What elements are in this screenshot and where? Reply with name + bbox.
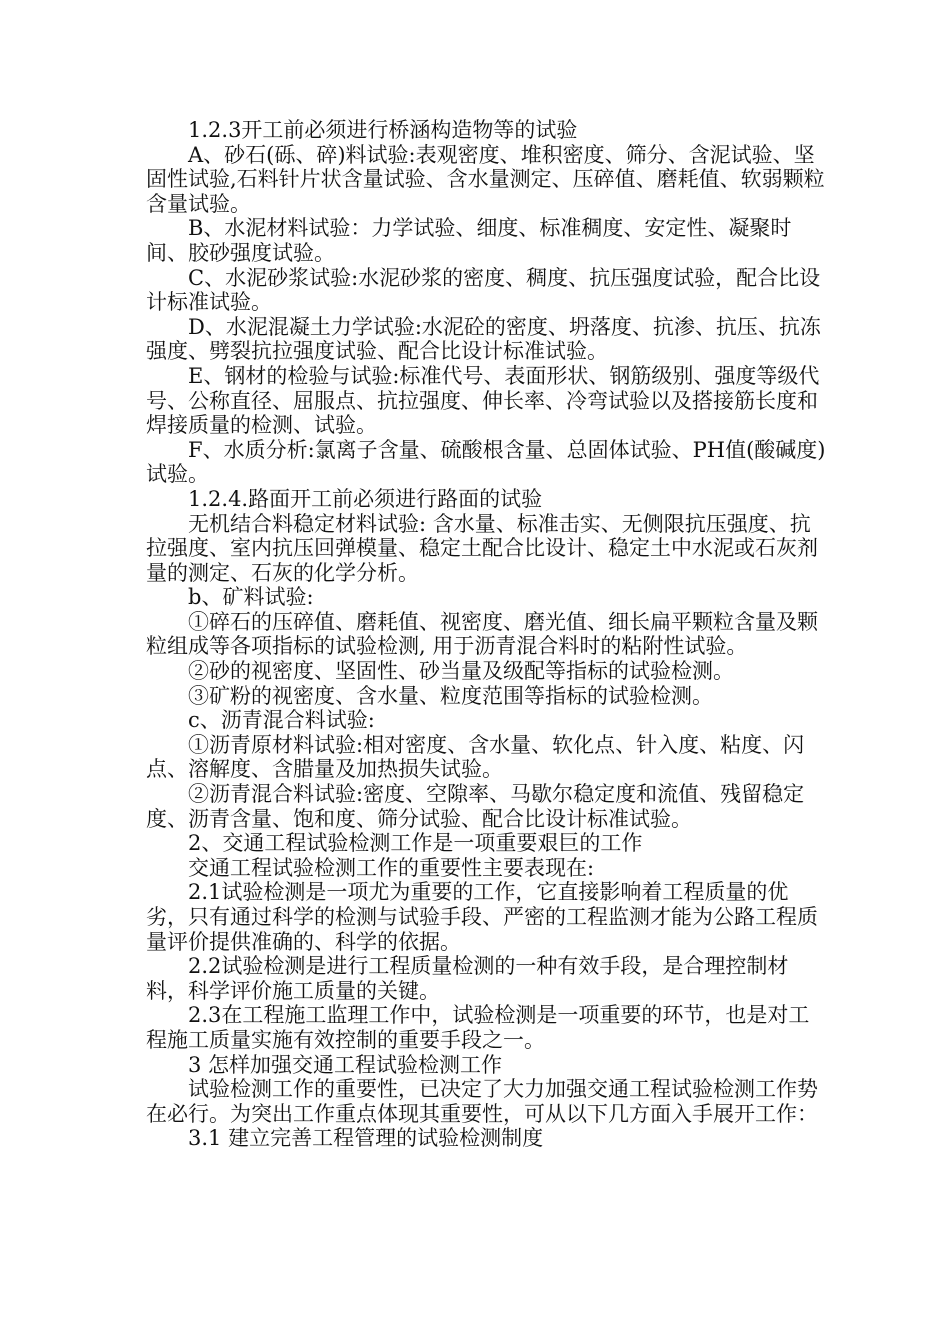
paragraph-e-steel-tests: E、钢材的检验与试验:标准代号、表面形状、钢筋级别、强度等级代号、公称直径、屈服点、抗拉强度、伸长率、冷弯试验以及搭接筋长度和焊接质量的检测、试验。 xyxy=(146,363,820,438)
subheading-b-mineral-tests: b、矿料试验: xyxy=(188,585,314,610)
list-item-crushed-stone: ①碎石的压碎值、磨耗值、视密度、磨光值、细长扁平颗粒含量及颗粒组成等各项指标的试验检测, 用于沥青混合料时的粘附性试验。 xyxy=(146,609,818,659)
paragraph-c-mortar-tests: C、水泥砂浆试验:水泥砂浆的密度、稠度、抗压强度试验，配合比设计标准试验。 xyxy=(146,265,821,315)
paragraph-binder-tests: 无机结合料稳定材料试验: 含水量、标准击实、无侧限抗压强度、抗拉强度、室内抗压回弹模量、稳定土配合比设计、稳定土中水泥或石灰剂量的测定、石灰的化学分析。 xyxy=(146,511,818,585)
heading-section-3: 3 怎样加强交通工程试验检测工作 xyxy=(188,1052,503,1077)
paragraph-2-3: 2.3在工程施工监理工作中，试验检测是一项重要的环节，也是对工程施工质量实施有效控制的重要手段之一。 xyxy=(146,1003,810,1052)
paragraph-f-water-analysis: F、水质分析:氯离子含量、硫酸根含量、总固体试验、PH值(酸碱度)试验。 xyxy=(146,437,826,487)
paragraph-2-1: 2.1试验检测是一项尤为重要的工作，它直接影响着工程质量的优劣，只有通过科学的检测与试验手段、严密的工程监测才能为公路工程质量评价提供准确的、科学的依据。 xyxy=(146,880,818,954)
paragraph-section-3-intro: 试验检测工作的重要性，已决定了大力加强交通工程试验检测工作势在必行。为突出工作重点体现其重要性，可从以下几方面入手展开工作： xyxy=(146,1077,818,1126)
paragraph-importance-intro: 交通工程试验检测工作的重要性主要表现在: xyxy=(188,855,595,880)
heading-1-2-3: 1.2.3开工前必须进行桥涵构造物等的试验 xyxy=(188,118,578,142)
heading-section-2: 2、交通工程试验检测工作是一项重要艰巨的工作 xyxy=(188,831,643,856)
paragraph-2-2: 2.2试验检测是进行工程质量检测的一种有效手段，是合理控制材料，科学评价施工质量的关键。 xyxy=(146,954,789,1003)
paragraph-d-concrete-tests: D、水泥混凝土力学试验:水泥砼的密度、坍落度、抗渗、抗压、抗冻强度、劈裂抗拉强度试验、配合比设计标准试验。 xyxy=(146,314,821,364)
heading-1-2-4: 1.2.4.路面开工前必须进行路面的试验 xyxy=(188,486,543,511)
list-item-asphalt-mixture: ②沥青混合料试验:密度、空隙率、马歇尔稳定度和流值、残留稳定度、沥青含量、饱和度、筛分试验、配合比设计标准试验。 xyxy=(146,782,805,831)
heading-3-1: 3.1 建立完善工程管理的试验检测制度 xyxy=(188,1126,544,1151)
list-item-mineral-powder: ③矿粉的视密度、含水量、粒度范围等指标的试验检测。 xyxy=(188,683,713,708)
list-item-sand: ②砂的视密度、坚固性、砂当量及级配等指标的试验检测。 xyxy=(188,659,734,684)
paragraph-a-aggregate-tests: A、砂石(砾、碎)料试验:表观密度、堆积密度、筛分、含泥试验、坚固性试验,石料针片状含量试验、含水量测定、压碎值、磨耗值、软弱颗粒含量试验。 xyxy=(146,142,825,216)
subheading-c-asphalt-tests: c、沥青混合料试验: xyxy=(188,708,375,733)
document-body xyxy=(146,118,826,1151)
paragraph-b-cement-tests: B、水泥材料试验：力学试验、细度、标准稠度、安定性、凝聚时间、胶砂强度试验。 xyxy=(146,216,792,265)
list-item-asphalt-raw: ①沥青原材料试验:相对密度、含水量、软化点、针入度、粘度、闪点、溶解度、含腊量及加热损失试验。 xyxy=(146,732,805,782)
